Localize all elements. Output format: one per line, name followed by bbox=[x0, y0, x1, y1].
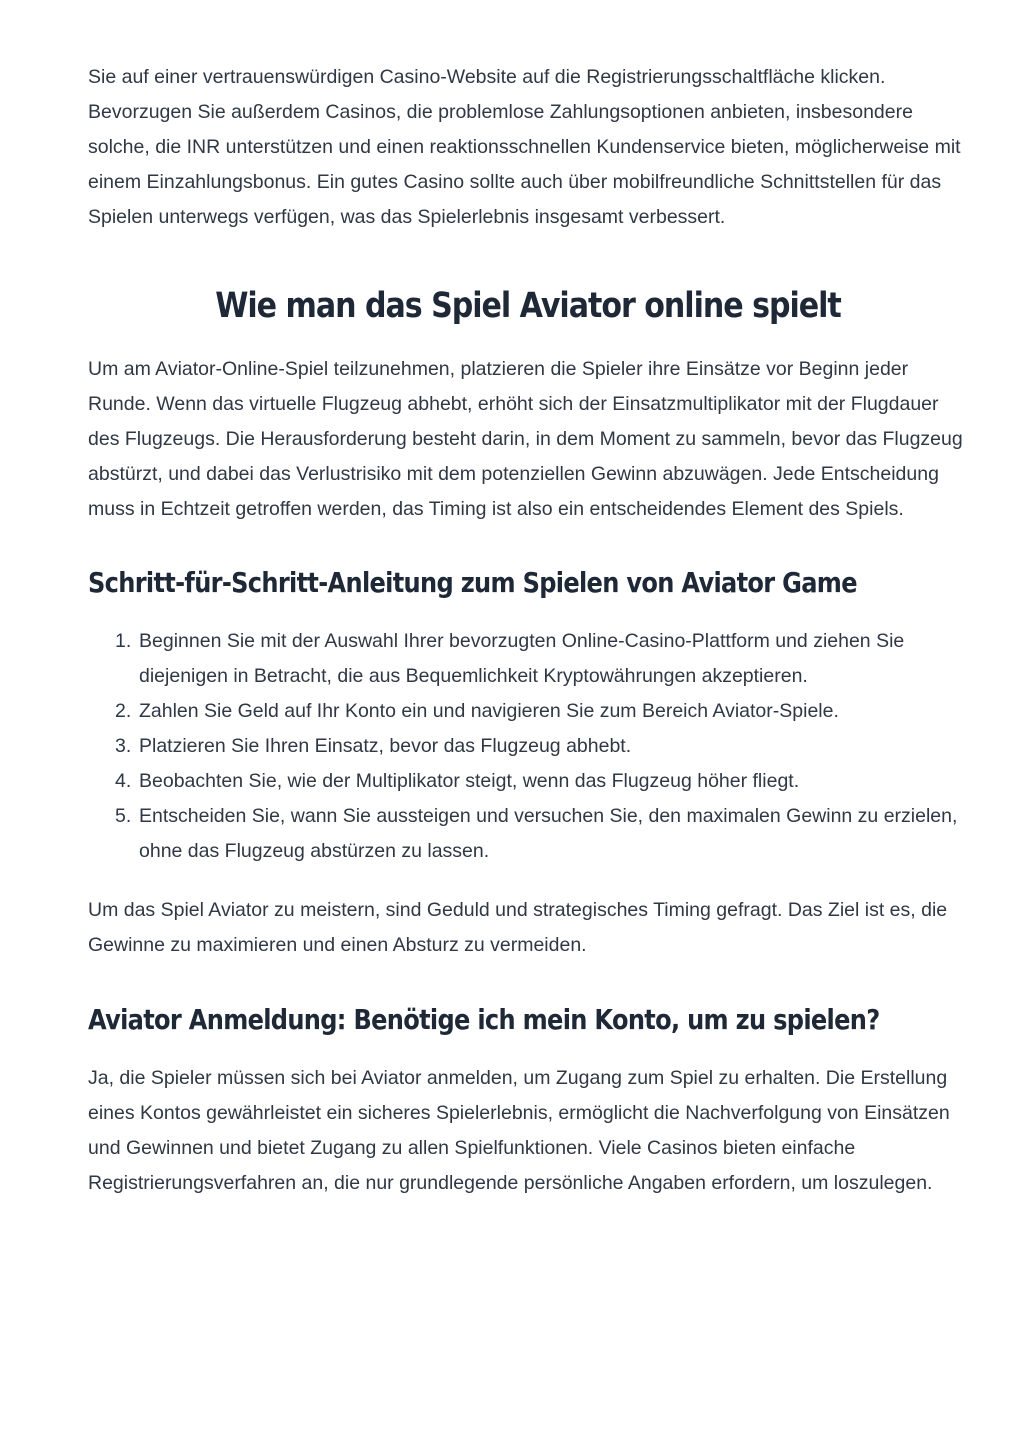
list-item bbox=[115, 694, 968, 729]
steps-heading: Schritt-für-Schritt-Anleitung zum Spielen von Aviator Game bbox=[88, 566, 857, 599]
list-item-text: Platzieren Sie Ihren Einsatz, bevor das Flugzeug abhebt. bbox=[139, 735, 632, 757]
list-item-number: 2. bbox=[115, 700, 132, 722]
list-item-text: Zahlen Sie Geld auf Ihr Konto ein und navigieren Sie zum Bereich Aviator-Spiele. bbox=[139, 700, 839, 722]
list-item-number: 5. bbox=[115, 805, 132, 827]
list-item-text: Beginnen Sie mit der Auswahl Ihrer bevorzugten Online-Casino-Plattform und ziehen Sie diejenigen in Betracht, die aus Bequemlichkeit Kryptowährungen akzeptieren. bbox=[139, 630, 905, 687]
list-item-text: Entscheiden Sie, wann Sie aussteigen und versuchen Sie, den maximalen Gewinn zu erzielen, ohne das Flugzeug abstürzen zu lassen. bbox=[139, 805, 958, 862]
how-to-play-heading: Wie man das Spiel Aviator online spielt bbox=[215, 286, 841, 326]
intro-paragraph: Sie auf einer vertrauenswürdigen Casino-Website auf die Registrierungsschaltfläche klicken. Bevorzugen Sie außerdem Casinos, die problemlose Zahlungsoptionen anbieten, insbesondere solche, die INR unterstützen und einen reaktionsschnellen Kundenservice bieten, möglicherweise mit einem Einzahlungsbonus. Ein gutes Casino sollte auch über mobilfreundliche Schnittstellen für das Spielen unterwegs verfügen, was das Spielerlebnis insgesamt verbessert. bbox=[88, 66, 961, 228]
list-item bbox=[115, 729, 968, 764]
list-item-number: 1. bbox=[115, 630, 132, 652]
login-heading: Aviator Anmeldung: Benötige ich mein Konto, um zu spielen? bbox=[88, 1003, 880, 1036]
list-item bbox=[115, 764, 968, 799]
list-item-text: Beobachten Sie, wie der Multiplikator steigt, wenn das Flugzeug höher fliegt. bbox=[139, 770, 800, 792]
login-paragraph: Ja, die Spieler müssen sich bei Aviator anmelden, um Zugang zum Spiel zu erhalten. Die Erstellung eines Kontos gewährleistet ein sicheres Spielerlebnis, ermöglicht die Nachverfolgung von Einsätzen und Gewinnen und bietet Zugang zu allen Spielfunktionen. Viele Casinos bieten einfache Registrierungsverfahren an, die nur grundlegende persönliche Angaben erfordern, um loszulegen. bbox=[88, 1067, 950, 1194]
steps-list bbox=[88, 624, 968, 869]
list-item bbox=[115, 799, 968, 869]
document-page bbox=[88, 60, 968, 1201]
list-item-number: 3. bbox=[115, 735, 132, 757]
how-to-play-paragraph: Um am Aviator-Online-Spiel teilzunehmen, platzieren die Spieler ihre Einsätze vor Beginn jeder Runde. Wenn das virtuelle Flugzeug abhebt, erhöht sich der Einsatzmultiplikator mit der Flugdauer des Flugzeugs. Die Herausforderung besteht darin, in dem Moment zu sammeln, bevor das Flugzeug abstürzt, und dabei das Verlustrisiko mit dem potenziellen Gewinn abzuwägen. Jede Entscheidung muss in Echtzeit getroffen werden, das Timing ist also ein entscheidendes Element des Spiels. bbox=[88, 358, 963, 520]
list-item bbox=[115, 624, 968, 694]
list-item-number: 4. bbox=[115, 770, 132, 792]
steps-closing-paragraph: Um das Spiel Aviator zu meistern, sind Geduld und strategisches Timing gefragt. Das Ziel ist es, die Gewinne zu maximieren und einen Absturz zu vermeiden. bbox=[88, 899, 948, 956]
